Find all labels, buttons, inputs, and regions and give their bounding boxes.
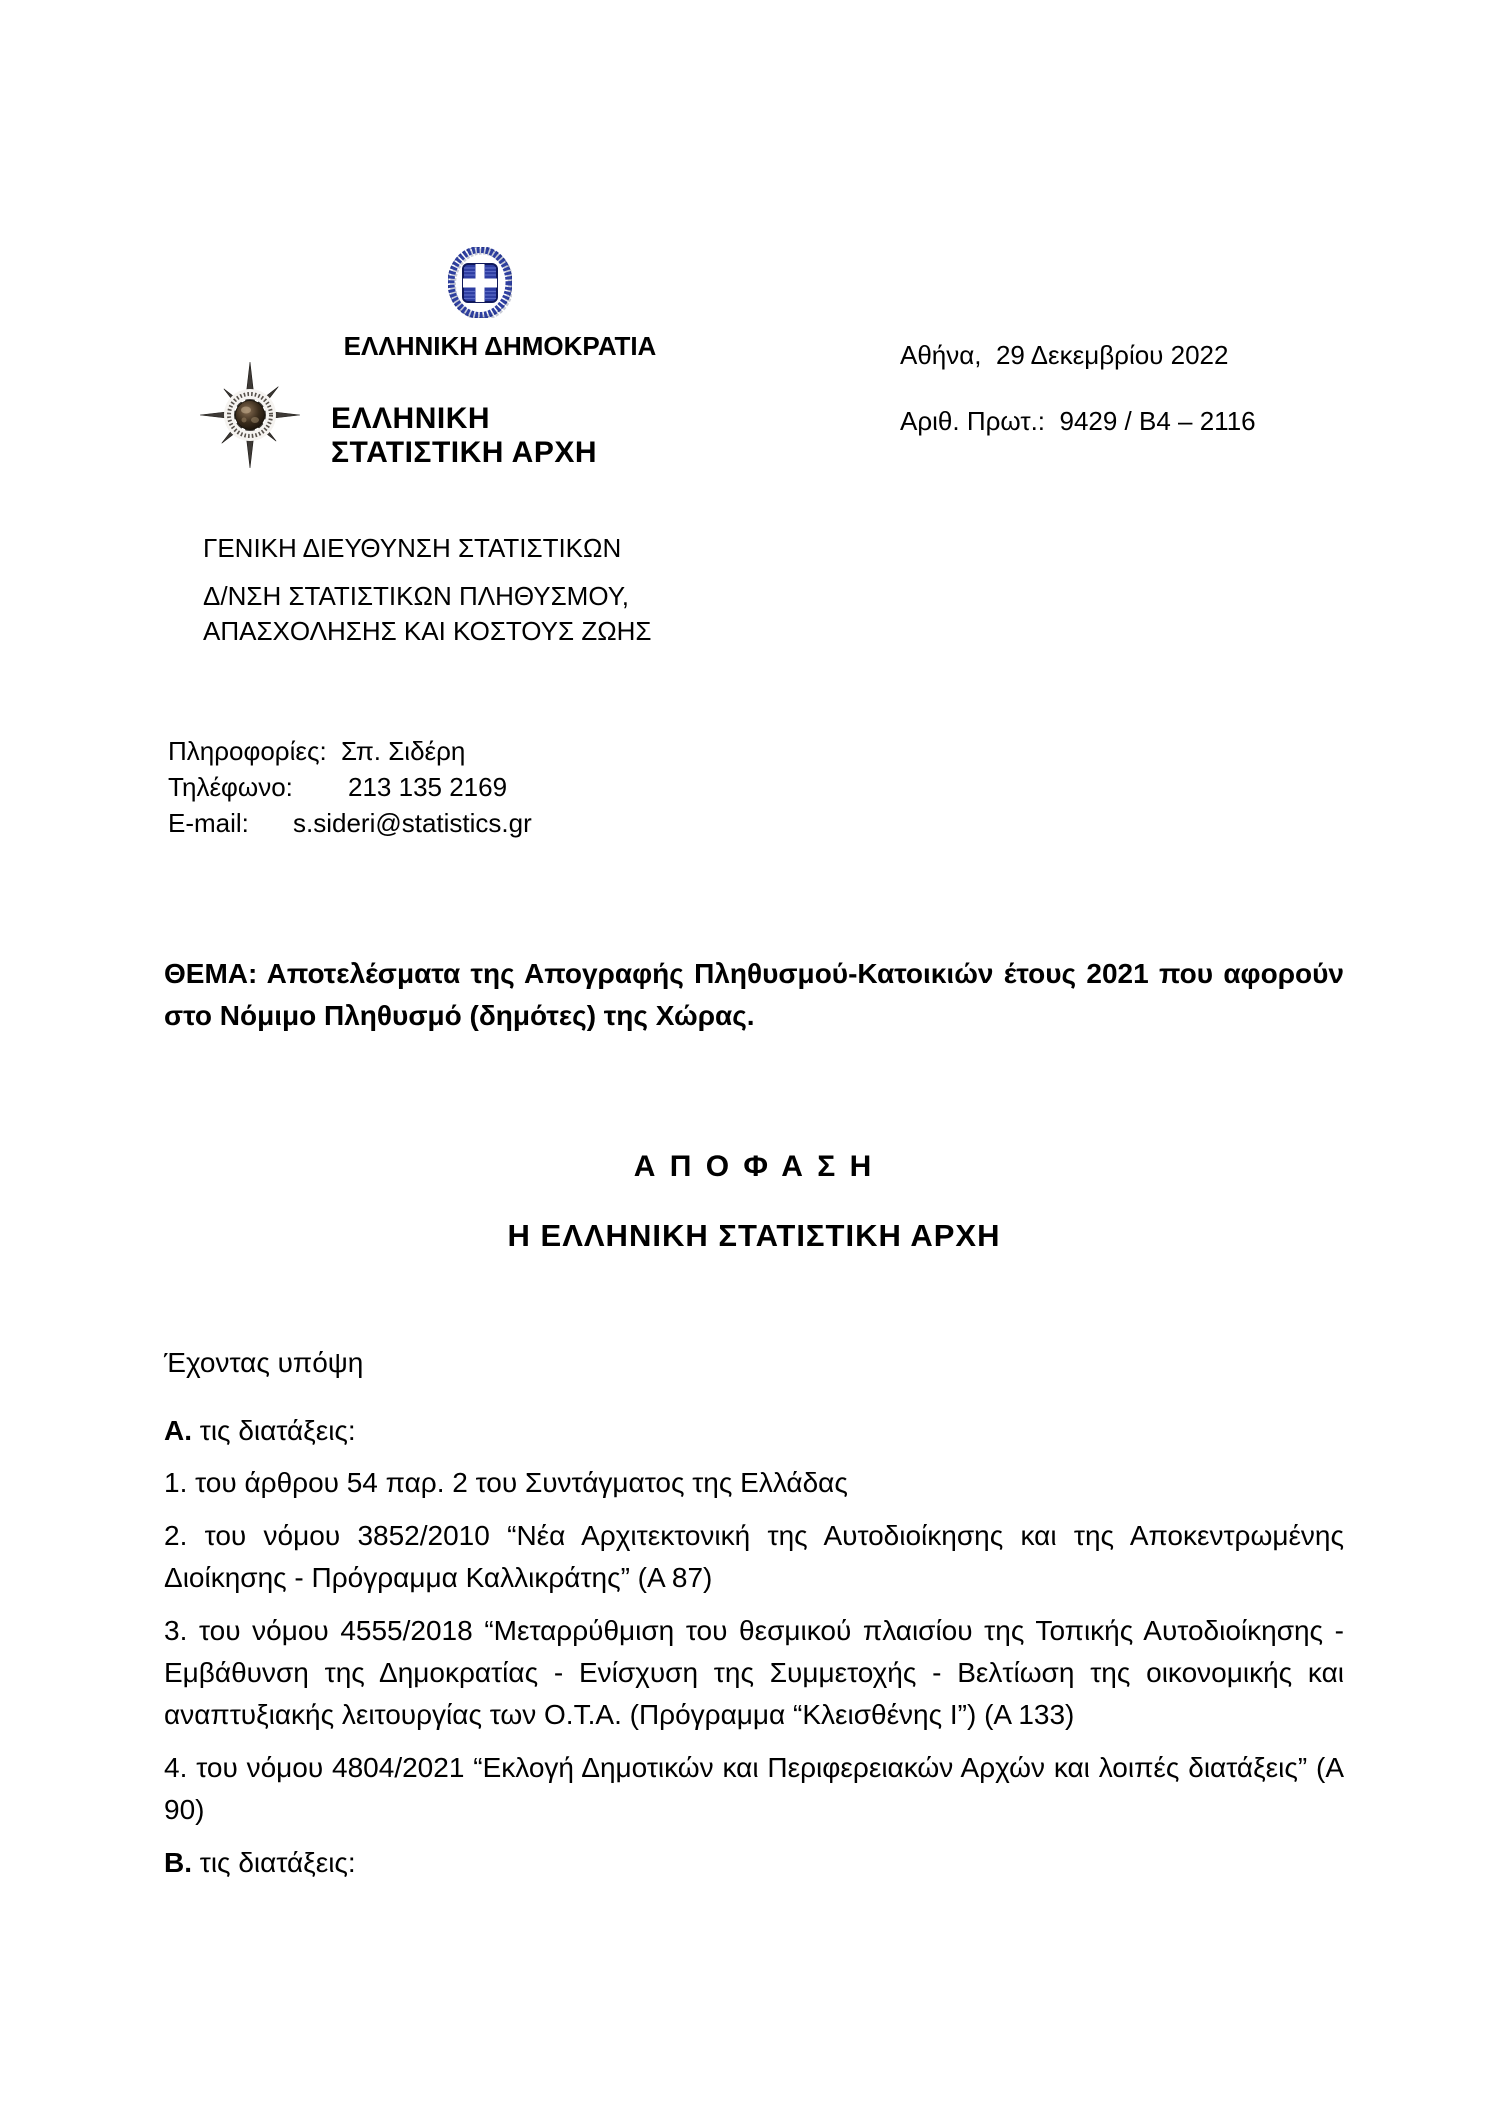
department-block [203, 531, 652, 649]
decision-subtitle: Η ΕΛΛΗΝΙΚΗ ΣΤΑΤΙΣΤΙΚΗ ΑΡΧΗ [507, 1218, 1001, 1253]
elstat-compass-globe-icon [200, 362, 300, 468]
section-a-text: τις διατάξεις: [192, 1415, 356, 1446]
info-value: Σπ. Σιδέρη [341, 736, 466, 766]
legal-item-3: 3. του νόμου 4555/2018 “Μεταρρύθμιση του θεσμικού πλαισίου της Τοπικής Αυτοδιοίκησης - Εμβάθυνση της Δημοκρατίας - Ενίσχυση της Συμμετοχής - Βελτίωση της οικονομικής και αναπτυξιακής λειτουργίας των Ο.Τ.Α. (Πρόγραμμα “Κλεισθένης Ι”) (Α 133) [164, 1615, 1344, 1730]
email-label: E-mail: [168, 808, 249, 838]
general-directorate: ΓΕΝΙΚΗ ΔΙΕΥΘΥΝΣΗ ΣΤΑΤΙΣΤΙΚΩΝ [203, 533, 622, 563]
section-b-heading [164, 1842, 1344, 1884]
section-a-heading [164, 1410, 1344, 1452]
email-value: s.sideri@statistics.gr [293, 808, 532, 838]
decision-title: Α Π Ο Φ Α Σ Η [633, 1150, 875, 1183]
legal-item-4: 4. του νόμου 4804/2021 “Εκλογή Δημοτικών και Περιφερειακών Αρχών και λοιπές διατάξεις” (Α 90) [164, 1752, 1344, 1825]
section-b-text: τις διατάξεις: [192, 1847, 356, 1878]
contact-info-row [168, 733, 532, 769]
section-b-label: Β. [164, 1847, 192, 1878]
phone-label: Τηλέφωνο: [168, 772, 293, 802]
directorate-line-1: Δ/ΝΣΗ ΣΤΑΤΙΣΤΙΚΩΝ ΠΛΗΘΥΣΜΟΥ, [203, 581, 629, 611]
subject-line: ΘΕΜΑ: Αποτελέσματα της Απογραφής Πληθυσμού-Κατοικιών έτους 2021 που αφορούν στο Νόμιμο Πληθυσμό (δημότες) της Χώρας. [164, 958, 1344, 1031]
contact-phone-row [168, 769, 532, 805]
directorate-line-2: ΑΠΑΣΧΟΛΗΣΗΣ ΚΑΙ ΚΟΣΤΟΥΣ ΖΩΗΣ [203, 616, 652, 646]
contact-block [168, 733, 532, 841]
greek-coat-of-arms-icon [448, 247, 512, 318]
decision-body [164, 1342, 1344, 1894]
republic-title: ΕΛΛΗΝΙΚΗ ΔΗΜΟΚΡΑΤΙΑ [343, 331, 657, 361]
contact-email-row [168, 805, 532, 841]
having-regard-line: Έχοντας υπόψη [164, 1347, 364, 1378]
section-a-label: Α. [164, 1415, 192, 1446]
legal-item-2: 2. του νόμου 3852/2010 “Νέα Αρχιτεκτονική της Αυτοδιοίκησης και της Αποκεντρωμένης Διοίκησης - Πρόγραμμα Καλλικράτης” (Α 87) [164, 1520, 1344, 1593]
legal-item-1: 1. του άρθρου 54 παρ. 2 του Συντάγματος της Ελλάδας [164, 1467, 848, 1498]
authority-title: ΕΛΛΗΝΙΚΗ ΣΤΑΤΙΣΤΙΚΗ ΑΡΧΗ [331, 402, 598, 469]
place-date: Αθήνα, 29 Δεκεμβρίου 2022 [900, 340, 1229, 370]
protocol-number: Αριθ. Πρωτ.: 9429 / Β4 – 2116 [900, 406, 1256, 436]
phone-value: 213 135 2169 [348, 772, 508, 802]
info-label: Πληροφορίες: [168, 736, 327, 766]
